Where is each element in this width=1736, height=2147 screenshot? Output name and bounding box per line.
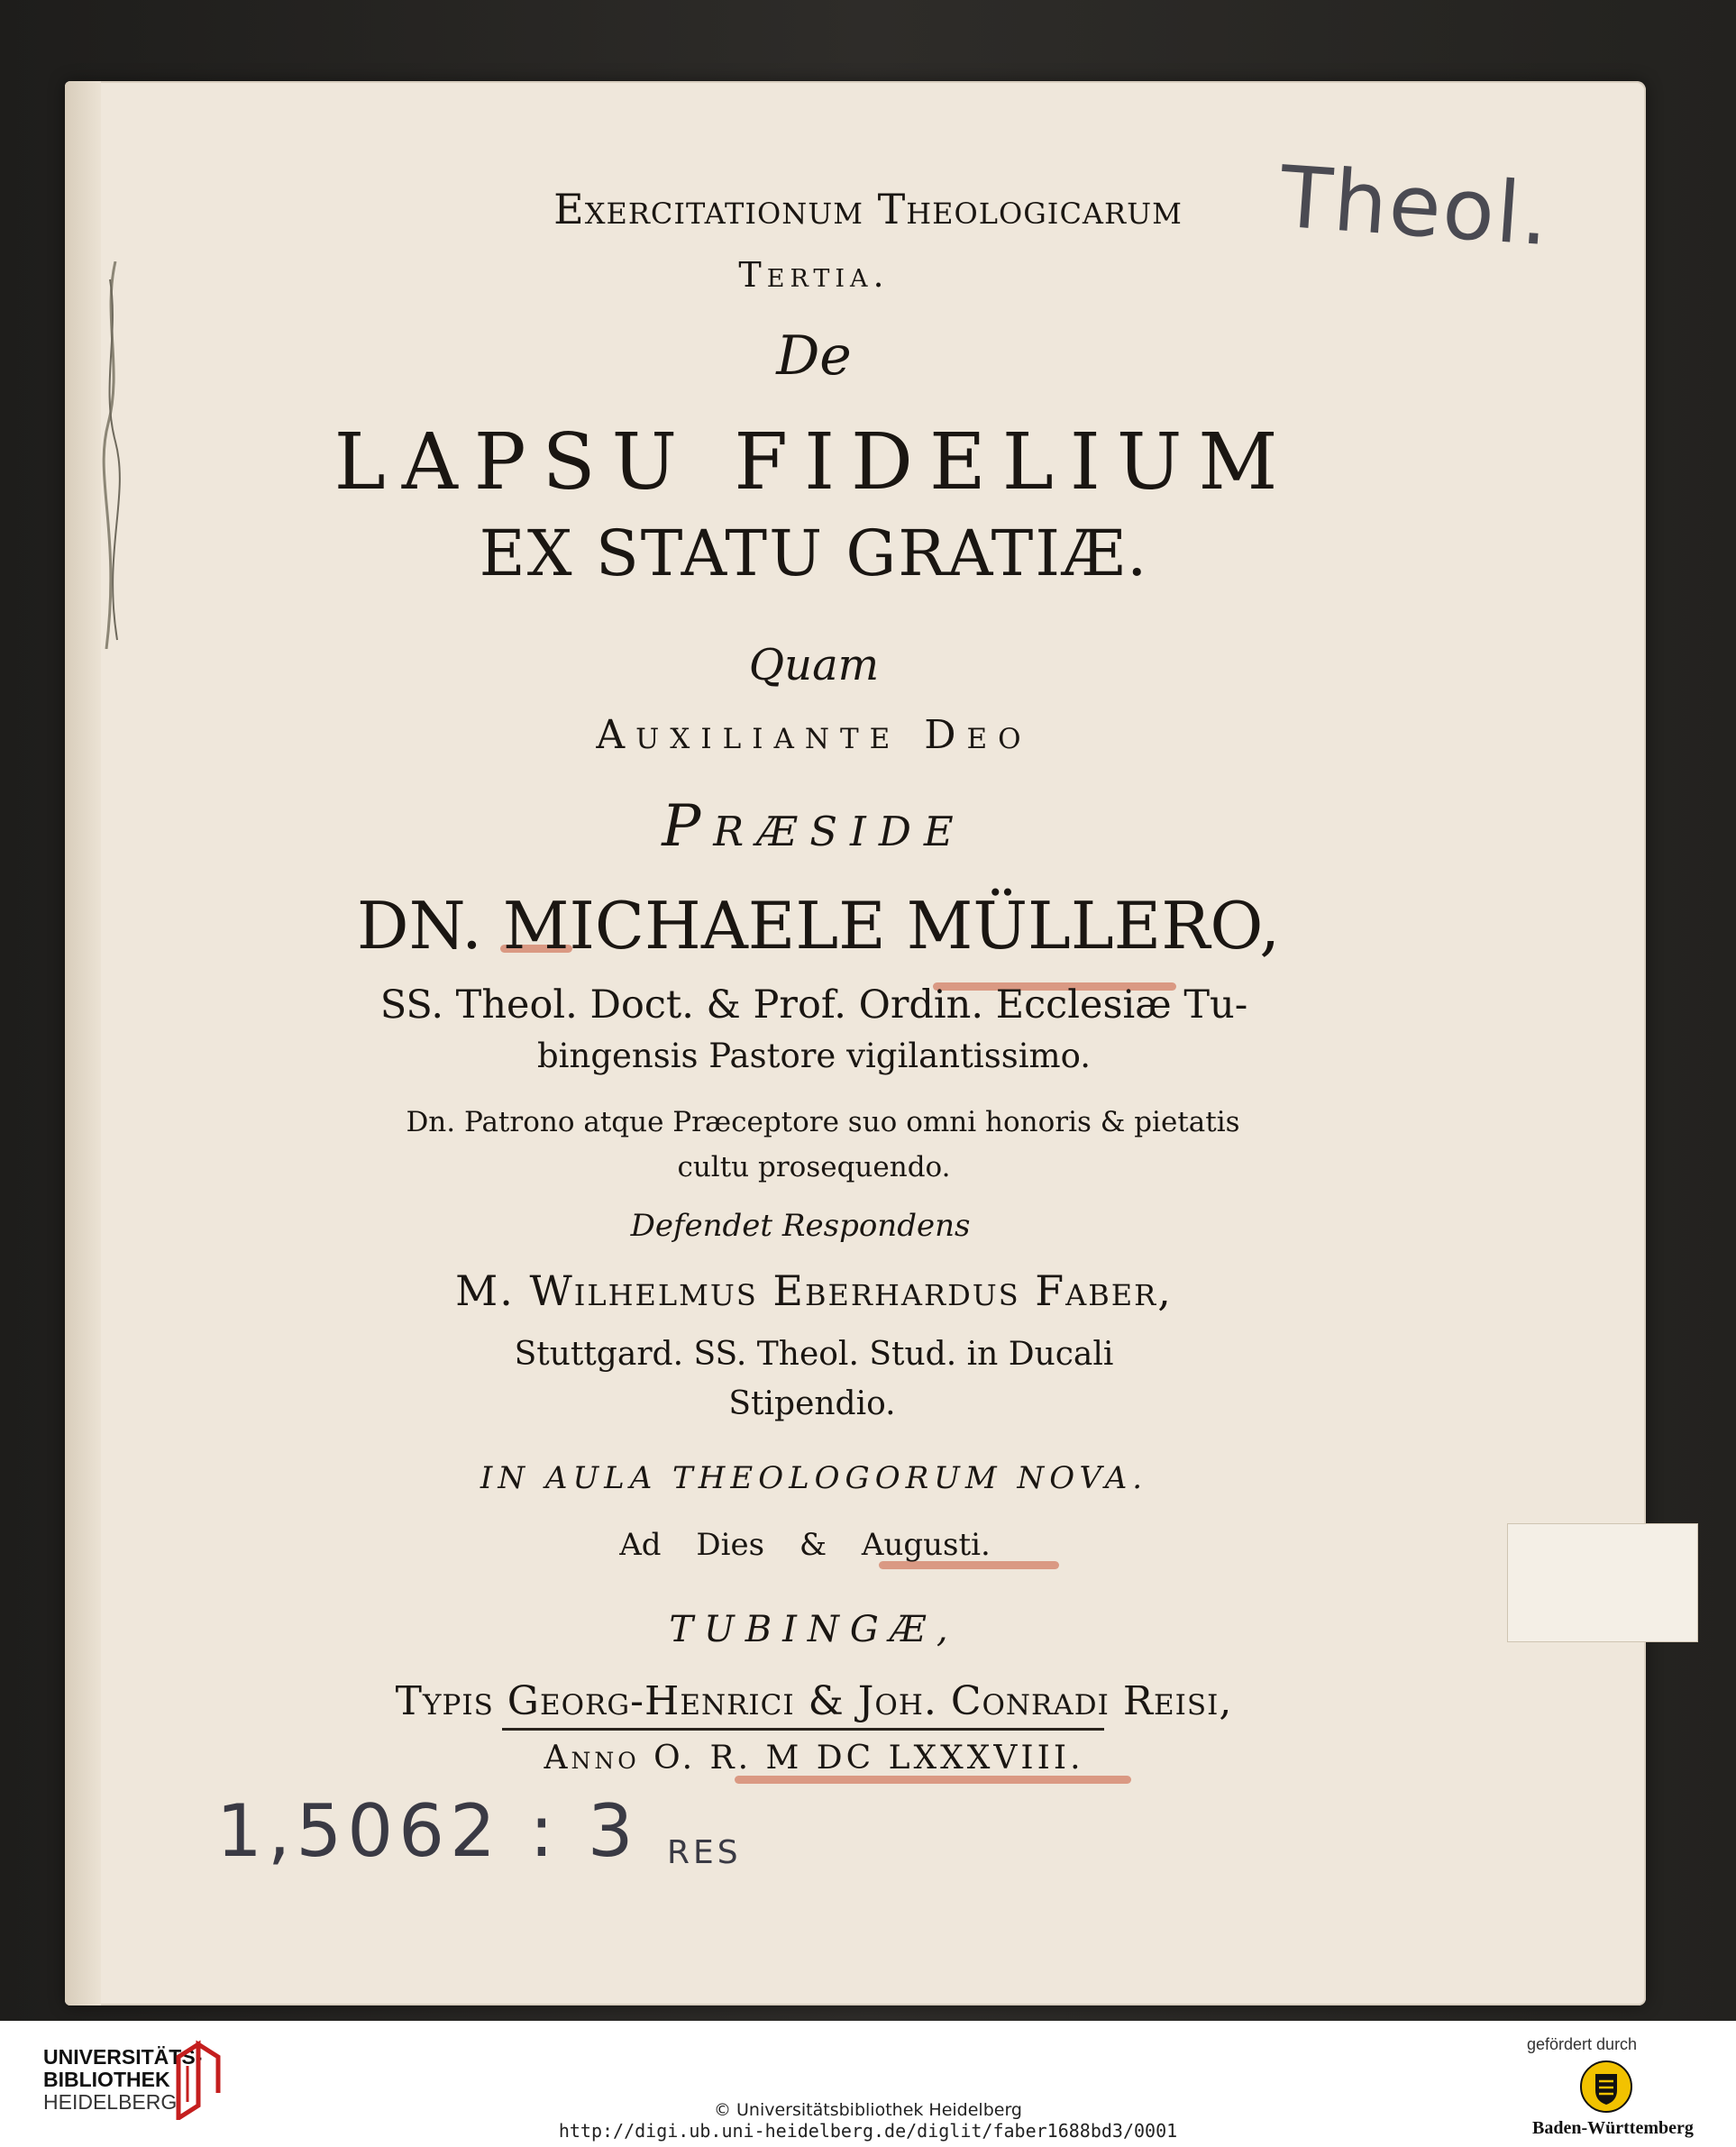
name-praeses: DN. MICHAELE MÜLLERO, [356,888,1281,964]
copyright-text: © Universitätsbibliothek Heidelberg [713,2100,1022,2120]
heading-de: De [776,324,852,388]
praeses-titles-line2: bingensis Pastore vigilantissimo. [536,1037,1092,1075]
text-venue: IN AULA THEOLOGORUM NOVA. [480,1460,1148,1496]
text-auxiliante-deo: Auxiliante Deo [596,712,1032,758]
permalink-url[interactable]: http://digi.ub.uni-heidelberg.de/diglit/faber1688bd3/0001 [558,2120,1178,2142]
respondent-details-line2: Stipendio. [728,1385,896,1422]
heading-exercitationum: Exercitationum Theologicarum [553,185,1183,233]
handwritten-shelfmark: 1,5062 : 3 [216,1789,639,1873]
title-ex-statu-gratiae: EX STATU GRATIÆ. [479,516,1149,590]
heading-tertia: Tertia. [738,255,890,295]
text-year: Anno O. R. M DC LXXXVIII. [544,1740,1084,1777]
dedication-line2: cultu prosequendo. [677,1151,951,1183]
handwritten-theol: Theol. [1276,148,1554,266]
funded-by-label: gefördert durch [1527,2035,1638,2053]
imprint-rule [502,1728,1104,1731]
text-praeside: Præside [662,793,966,860]
respondent-details-line1: Stuttgard. SS. Theol. Stud. in Ducali [514,1336,1114,1373]
library-name-line2: BIBLIOTHEK [43,2068,170,2091]
library-name-line1: UNIVERSITÄTS- [43,2045,203,2069]
coat-of-arms-icon[interactable] [1579,2060,1633,2114]
text-place-tubingae: TUBINGÆ, [669,1609,959,1650]
text-quam: Quam [748,640,880,690]
text-date: Ad Dies & Augusti. [619,1527,991,1563]
handwritten-res: RES [667,1834,742,1871]
title-lapsu-fidelium: LAPSU FIDELIUM [333,417,1294,507]
praeses-titles-line1: SS. Theol. Doct. & Prof. Ordin. Ecclesiæ Tu- [379,982,1248,1028]
dedication-line1: Dn. Patrono atque Præceptore suo omni honoris & pietatis [406,1106,1240,1138]
funder-name: Baden-Württemberg [1532,2118,1694,2138]
text-printer: Typis Georg-Henrici & Joh. Conradi Reisi, [395,1678,1233,1724]
library-name-line3: HEIDELBERG [43,2090,178,2114]
name-respondent: M. Wilhelmus Eberhardus Faber, [455,1266,1173,1315]
text-defendet-respondens: Defendet Respondens [630,1208,971,1244]
red-underline-mark [735,1776,1131,1784]
